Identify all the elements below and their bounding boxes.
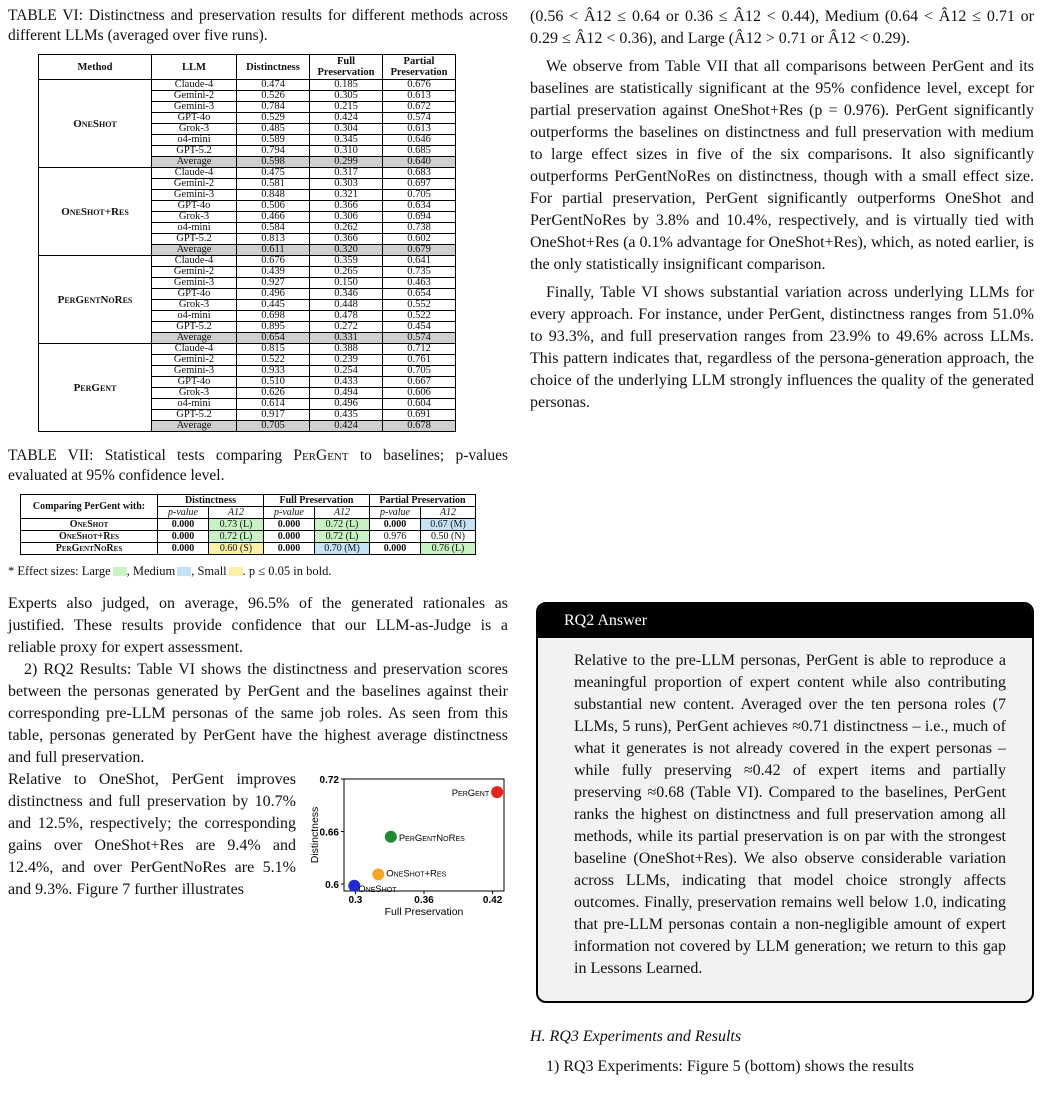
table7-effect-cell: 0.67 (M)	[421, 519, 476, 531]
table6-llm-cell: GPT-5.2	[152, 146, 237, 157]
table7-pvalue-cell: 0.000	[264, 543, 315, 555]
table6-llm-cell: GPT-5.2	[152, 322, 237, 333]
table6-value-cell: 0.611	[237, 245, 310, 256]
table6-value-cell: 0.466	[237, 212, 310, 223]
right-column	[530, 6, 1034, 1075]
table7-sub-p: p-value	[264, 507, 315, 519]
table7-pvalue-cell: 0.000	[264, 519, 315, 531]
table6-llm-cell: GPT-4o	[152, 113, 237, 124]
table6-llm-cell: GPT-4o	[152, 289, 237, 300]
table7-row	[21, 519, 476, 531]
table6-value-cell: 0.346	[310, 289, 383, 300]
table6-value-cell: 0.526	[237, 91, 310, 102]
table6-value-cell: 0.366	[310, 234, 383, 245]
table6-value-cell: 0.761	[383, 355, 456, 366]
table6-llm-cell: Gemini-3	[152, 190, 237, 201]
table6-value-cell: 0.445	[237, 300, 310, 311]
table7-sub-p: p-value	[158, 507, 209, 519]
footnote-medium: , Medium	[126, 564, 176, 578]
table6-llm-cell: Claude-4	[152, 80, 237, 91]
table6-header-partial: Partial Preservation	[383, 55, 456, 80]
scatter-point	[372, 868, 384, 880]
table6-value-cell: 0.254	[310, 366, 383, 377]
table6-value-cell: 0.359	[310, 256, 383, 267]
x-axis-label: Full Preservation	[384, 906, 464, 918]
table6-value-cell: 0.694	[383, 212, 456, 223]
table6-value-cell: 0.735	[383, 267, 456, 278]
table7-pvalue-cell: 0.000	[264, 531, 315, 543]
footnote-bold-note: . p ≤ 0.05 in bold.	[242, 564, 332, 578]
table7-effect-cell: 0.73 (L)	[209, 519, 264, 531]
right-paragraph-1: We observe from Table VII that all comparisons between PerGent and its baselines are statistically significant at the 95% confidence level, except for partial preservation against OneShot+Res (p = 0.976). PerGent significantly outperforms the baselines on distinctness and full preservation with medium to large effect sizes in five of the six comparisons. It also significantly outperforms PerGentNoRes on distinctness, though with a small effect size. For partial preservation, PerGent significantly outperforms OneShot and PerGentNoRes by 3.8% and 10.4%, respectively, and is virtually tied with OneShot+Res (a 0.1% advantage for OneShot+Res), which, as noted earlier, is the only statistically insignificant comparison.	[530, 58, 1034, 273]
table6-value-cell: 0.626	[237, 388, 310, 399]
point-label: OneShot	[358, 883, 397, 895]
scatter-point	[385, 831, 397, 843]
table7-caption-method: PerGent	[293, 447, 349, 464]
table6-value-cell: 0.478	[310, 311, 383, 322]
table6-value-cell: 0.614	[237, 399, 310, 410]
table6-value-cell: 0.239	[310, 355, 383, 366]
table6-value-cell: 0.712	[383, 344, 456, 355]
table6-value-cell: 0.654	[383, 289, 456, 300]
table6-value-cell: 0.433	[310, 377, 383, 388]
table6-llm-cell: o4-mini	[152, 135, 237, 146]
table7-sub-a: A12	[315, 507, 370, 519]
table7-group-partial: Partial Preservation	[370, 495, 476, 507]
table7-group-full: Full Preservation	[264, 495, 370, 507]
table6-llm-cell: Gemini-3	[152, 102, 237, 113]
table6-value-cell: 0.494	[310, 388, 383, 399]
table6-value-cell: 0.672	[383, 102, 456, 113]
table6-llm-cell: Average	[152, 333, 237, 344]
table7-sub-p: p-value	[370, 507, 421, 519]
table6-llm-cell: Gemini-2	[152, 355, 237, 366]
table6-llm-cell: Gemini-2	[152, 91, 237, 102]
table6-method-cell: OneShot	[39, 80, 152, 168]
table6-llm-cell: Claude-4	[152, 168, 237, 179]
table6-value-cell: 0.604	[383, 399, 456, 410]
table6-value-cell: 0.933	[237, 366, 310, 377]
table6-value-cell: 0.813	[237, 234, 310, 245]
table6-value-cell: 0.581	[237, 179, 310, 190]
table6-llm-cell: o4-mini	[152, 399, 237, 410]
table6-llm-cell: Gemini-2	[152, 267, 237, 278]
table7-row-label: PerGentNoRes	[21, 543, 158, 555]
point-label: OneShot+Res	[386, 868, 447, 880]
table6-value-cell: 0.678	[383, 421, 456, 432]
table6-value-cell: 0.366	[310, 201, 383, 212]
table7-sub-a: A12	[209, 507, 264, 519]
table6-value-cell: 0.606	[383, 388, 456, 399]
table6-llm-cell: Grok-3	[152, 124, 237, 135]
table6-value-cell: 0.895	[237, 322, 310, 333]
table6-value-cell: 0.388	[310, 344, 383, 355]
table7	[20, 494, 476, 555]
x-tick-label: 0.42	[482, 895, 503, 906]
table6-llm-cell: Grok-3	[152, 212, 237, 223]
table6-llm-cell: GPT-4o	[152, 377, 237, 388]
left-paragraph-3: Relative to OneShot, PerGent improves distinctness and full preservation by 10.7% and 12.5%, respectively; the corresponding gains over OneShot+Res are 9.4% and 12.4%, and over PerGentNoRes are 5.1% and 9.3%. Figure 7 further illustrates	[8, 771, 296, 898]
table6-method-cell: PerGentNoRes	[39, 256, 152, 344]
table7-row	[21, 543, 476, 555]
table6-value-cell: 0.641	[383, 256, 456, 267]
table6-value-cell: 0.613	[383, 124, 456, 135]
x-tick-label: 0.36	[414, 895, 434, 906]
point-label: PerGentNoRes	[398, 832, 465, 844]
section-h	[530, 1028, 1034, 1078]
swatch-large	[113, 567, 127, 576]
table6-llm-cell: o4-mini	[152, 311, 237, 322]
table6-value-cell: 0.552	[383, 300, 456, 311]
table6-value-cell: 0.345	[310, 135, 383, 146]
table7-pvalue-cell: 0.000	[158, 543, 209, 555]
table6-value-cell: 0.185	[310, 80, 383, 91]
table6-value-cell: 0.634	[383, 201, 456, 212]
table7-pvalue-cell: 0.000	[370, 543, 421, 555]
table6-value-cell: 0.439	[237, 267, 310, 278]
table7-caption-post: to baselines; p-values evaluated at 95% confidence level.	[8, 447, 508, 484]
rq2-answer-title: RQ2 Answer	[538, 604, 1032, 638]
table6-value-cell: 0.303	[310, 179, 383, 190]
table6-value-cell: 0.272	[310, 322, 383, 333]
table6-value-cell: 0.676	[383, 80, 456, 91]
table6-value-cell: 0.574	[383, 333, 456, 344]
table6-value-cell: 0.215	[310, 102, 383, 113]
footnote-small: , Small	[191, 564, 227, 578]
table6-value-cell: 0.927	[237, 278, 310, 289]
table6-value-cell: 0.454	[383, 322, 456, 333]
table6-value-cell: 0.435	[310, 410, 383, 421]
table7-group-distinctness: Distinctness	[158, 495, 264, 507]
table6-method-cell: PerGent	[39, 344, 152, 432]
table6-header-llm: LLM	[152, 55, 237, 80]
table6-value-cell: 0.321	[310, 190, 383, 201]
right-paragraph-2: Finally, Table VI shows substantial variation across underlying LLMs for every approach. For instance, under PerGent, distinctness ranges from 51.0% to 93.3%, and full preservation ranges from 23.9% to 49.6% across LLMs. This pattern indicates that, regardless of the persona-generation approach, the choice of the underlying LLM strongly influences the quality of the generated personas.	[530, 284, 1034, 411]
right-paragraph-0: (0.56 < Â12 ≤ 0.64 or 0.36 ≤ Â12 < 0.44), Medium (0.64 < Â12 ≤ 0.71 or 0.29 ≤ Â12 < 0.36), and Large (Â12 > 0.71 or Â12 < 0.29).	[530, 8, 1034, 47]
table7-effect-cell: 0.50 (N)	[421, 531, 476, 543]
table6-value-cell: 0.738	[383, 223, 456, 234]
table6-llm-cell: GPT-5.2	[152, 234, 237, 245]
table6-header-full: Full Preservation	[310, 55, 383, 80]
table6-value-cell: 0.705	[383, 190, 456, 201]
table7-effect-cell: 0.76 (L)	[421, 543, 476, 555]
table6-value-cell: 0.676	[237, 256, 310, 267]
table6-value-cell: 0.584	[237, 223, 310, 234]
table6-value-cell: 0.529	[237, 113, 310, 124]
table6-llm-cell: GPT-5.2	[152, 410, 237, 421]
table6-llm-cell: Gemini-3	[152, 366, 237, 377]
table6-value-cell: 0.522	[383, 311, 456, 322]
table6-value-cell: 0.474	[237, 80, 310, 91]
table6-llm-cell: Average	[152, 157, 237, 168]
table6-row	[39, 168, 456, 179]
section-h-paragraph: 1) RQ3 Experiments: Figure 5 (bottom) shows the results	[546, 1058, 914, 1075]
table6-value-cell: 0.306	[310, 212, 383, 223]
table6-llm-cell: Claude-4	[152, 256, 237, 267]
table6-llm-cell: Gemini-2	[152, 179, 237, 190]
left-paragraph-2: 2) RQ2 Results: Table VI shows the distinctness and preservation scores between the personas generated by PerGent and the baselines against their corresponding pre-LLM personas of the same job roles. As seen from this table, personas generated by PerGent have the highest average distinctness and full preservation.	[8, 661, 508, 766]
table6-header-distinctness: Distinctness	[237, 55, 310, 80]
table6-value-cell: 0.265	[310, 267, 383, 278]
x-tick-label: 0.3	[348, 895, 363, 906]
rq2-answer-body: Relative to the pre-LLM personas, PerGent is able to reproduce a meaningful proportion of expert content while also contributing substantial new content. Averaged over the ten persona roles (7 LLMs, 5 runs), PerGent achieves ≈0.71 distinctness – i.e., much of what it generates is not already covered in the expert personas – while fully preserving ≈0.42 of expert items and partially preserving ≈0.68 (Table VI). Compared to the baselines, PerGent ranks the highest on distinctness and full preservation among all methods, while its partial preservation is on par with the strongest baseline (OneShot+Res). We also observe considerable variation across LLMs, indicating that model choice strongly affects outcomes. Finally, preservation remains well below 1.0, indicating that pre-LLM personas contain a non-negligible amount of expert information not covered by LLM generation; we return to this gap in Lessons Learned.	[574, 652, 1006, 977]
table7-row	[21, 531, 476, 543]
table6-row	[39, 256, 456, 267]
table6-value-cell: 0.815	[237, 344, 310, 355]
table6-value-cell: 0.794	[237, 146, 310, 157]
table6-value-cell: 0.613	[383, 91, 456, 102]
table6-value-cell: 0.424	[310, 421, 383, 432]
table6-value-cell: 0.304	[310, 124, 383, 135]
point-label: PerGent	[451, 788, 490, 800]
table6-value-cell: 0.506	[237, 201, 310, 212]
swatch-small	[229, 567, 243, 576]
table6-llm-cell: Average	[152, 245, 237, 256]
table7-pvalue-cell: 0.000	[370, 519, 421, 531]
table6-llm-cell: Grok-3	[152, 300, 237, 311]
scatter-chart	[308, 775, 508, 925]
table7-effect-cell: 0.70 (M)	[315, 543, 370, 555]
table7-row-label: OneShot	[21, 519, 158, 531]
table6-value-cell: 0.496	[310, 399, 383, 410]
table7-effect-cell: 0.72 (L)	[209, 531, 264, 543]
table6-value-cell: 0.299	[310, 157, 383, 168]
y-axis-label: Distinctness	[309, 806, 321, 864]
table6-value-cell: 0.697	[383, 179, 456, 190]
table6-llm-cell: GPT-4o	[152, 201, 237, 212]
table6-value-cell: 0.698	[237, 311, 310, 322]
table7-sub-a: A12	[421, 507, 476, 519]
table6-caption: TABLE VI: Distinctness and preservation results for different methods across different LLMs (averaged over five runs).	[8, 7, 508, 44]
section-h-title: H. RQ3 Experiments and Results	[530, 1028, 742, 1045]
table6-value-cell: 0.424	[310, 113, 383, 124]
table6-value-cell: 0.463	[383, 278, 456, 289]
table6-value-cell: 0.705	[383, 366, 456, 377]
table6-value-cell: 0.448	[310, 300, 383, 311]
table7-effect-cell: 0.72 (L)	[315, 531, 370, 543]
table6-value-cell: 0.262	[310, 223, 383, 234]
y-tick-label: 0.66	[319, 827, 339, 839]
swatch-medium	[177, 567, 191, 576]
table6-llm-cell: Average	[152, 421, 237, 432]
table6-value-cell: 0.784	[237, 102, 310, 113]
table6-value-cell: 0.691	[383, 410, 456, 421]
table6-value-cell: 0.589	[237, 135, 310, 146]
table6-value-cell: 0.485	[237, 124, 310, 135]
table6-value-cell: 0.602	[383, 234, 456, 245]
table6-value-cell: 0.848	[237, 190, 310, 201]
table6-header-method: Method	[39, 55, 152, 80]
table6-value-cell: 0.679	[383, 245, 456, 256]
table7-pvalue-cell: 0.976	[370, 531, 421, 543]
scatter-point	[491, 786, 503, 798]
table7-caption-pre: TABLE VII: Statistical tests comparing	[8, 447, 294, 464]
table6-value-cell: 0.667	[383, 377, 456, 388]
y-tick-label: 0.72	[319, 775, 339, 786]
table6-value-cell: 0.475	[237, 168, 310, 179]
table6-value-cell: 0.317	[310, 168, 383, 179]
table6-value-cell: 0.640	[383, 157, 456, 168]
table7-effect-cell: 0.60 (S)	[209, 543, 264, 555]
footnote-large: * Effect sizes: Large	[8, 564, 111, 578]
table6-value-cell: 0.510	[237, 377, 310, 388]
table7-effect-cell: 0.72 (L)	[315, 519, 370, 531]
table6-row	[39, 80, 456, 91]
table6-value-cell: 0.917	[237, 410, 310, 421]
table6-value-cell: 0.310	[310, 146, 383, 157]
table6-value-cell: 0.705	[237, 421, 310, 432]
table6-llm-cell: o4-mini	[152, 223, 237, 234]
left-paragraph-1: Experts also judged, on average, 96.5% of the generated rationales as justified. These results provide confidence that our LLM-as-Judge is a reliable proxy for expert assessment.	[8, 595, 508, 656]
table6-value-cell: 0.646	[383, 135, 456, 146]
table7-footnote	[8, 563, 508, 579]
rq2-answer-box	[536, 602, 1034, 1003]
table7-pvalue-cell: 0.000	[158, 531, 209, 543]
table6	[38, 54, 456, 432]
table6-value-cell: 0.685	[383, 146, 456, 157]
left-column	[8, 6, 508, 969]
y-tick-label: 0.6	[325, 880, 339, 891]
table6-value-cell: 0.320	[310, 245, 383, 256]
table6-row	[39, 344, 456, 355]
table6-value-cell: 0.331	[310, 333, 383, 344]
table6-llm-cell: Claude-4	[152, 344, 237, 355]
table6-value-cell: 0.305	[310, 91, 383, 102]
table6-value-cell: 0.654	[237, 333, 310, 344]
table6-value-cell: 0.598	[237, 157, 310, 168]
table6-value-cell: 0.574	[383, 113, 456, 124]
table6-value-cell: 0.496	[237, 289, 310, 300]
table6-value-cell: 0.683	[383, 168, 456, 179]
table6-llm-cell: Gemini-3	[152, 278, 237, 289]
table7-caption	[8, 446, 508, 486]
table6-value-cell: 0.522	[237, 355, 310, 366]
wrap-region	[8, 769, 508, 969]
table6-llm-cell: Grok-3	[152, 388, 237, 399]
table6-method-cell: OneShot+Res	[39, 168, 152, 256]
table7-pvalue-cell: 0.000	[158, 519, 209, 531]
table7-row-label: OneShot+Res	[21, 531, 158, 543]
table7-corner: Comparing PerGent with:	[21, 495, 158, 519]
table6-value-cell: 0.150	[310, 278, 383, 289]
